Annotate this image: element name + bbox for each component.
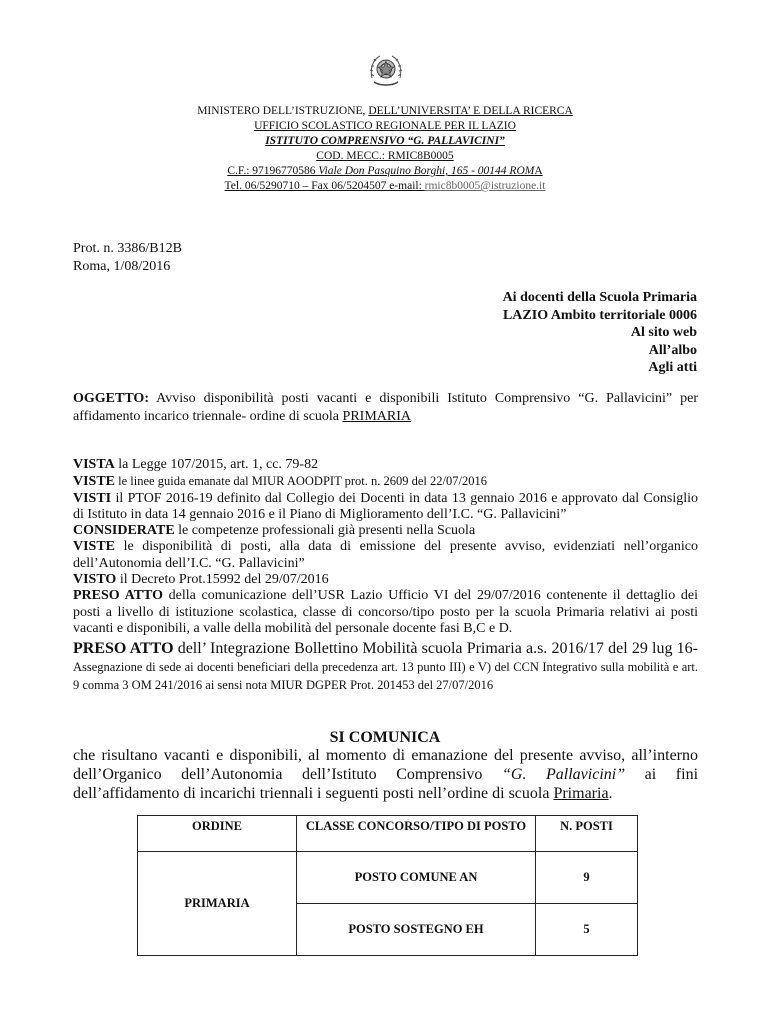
cell-tipo: POSTO COMUNE AN <box>297 852 536 904</box>
premise-viste-linee: VISTE le linee guida emanate dal MIUR AOODPIT prot. n. 2609 del 22/07/2016 <box>73 474 487 490</box>
italian-republic-emblem <box>366 50 406 90</box>
table-row <box>138 852 638 904</box>
premise-visto-decreto: VISTO il Decreto Prot.15992 del 29/07/2016 <box>73 572 329 588</box>
cell-posti: 9 <box>536 852 638 904</box>
premise-considerate: CONSIDERATE le competenze professionali già presenti nella Scuola <box>73 523 476 539</box>
recipient-line: Ai docenti della Scuola Primaria <box>502 290 697 305</box>
cell-ordine: PRIMARIA <box>138 852 297 956</box>
premise-preso-atto-bollettino: PRESO ATTO dell’ Integrazione Bollettino Mobilità scuola Primaria a.s. 2016/17 del 29 lug 16-Assegnazione di sede ai docenti beneficiari della precedenza art. 13 punto III) e V) del CCN Integrativo sulla mobilità e art. 9 comma 3 OM 241/2016 ai sensi nota MIUR DGPER Prot. 201453 del 27/07/2016 <box>73 640 698 692</box>
premise-preso-atto-usr: PRESO ATTO della comunicazione dell’USR Lazio Ufficio VI del 29/07/2016 contenente il dettaglio dei posti a livello di istituzione scolastica, classe di concorso/tipo posto per la scuola Primaria relativi ai posti vacanti e disponibili, a valle della mobilità del personale docente fasi B,C e D. <box>73 588 698 636</box>
recipients-block <box>503 289 697 377</box>
premise-viste-disponibilita: VISTE le disponibilità di posti, alla data di emissione del presente avviso, evidenziati nell’organico dell’Autonomia dell’I.C. “G. Pallavicini” <box>73 539 698 571</box>
premise-visti-ptof: VISTI il PTOF 2016-19 definito dal Collegio dei Docenti in data 13 gennaio 2016 e approvato dal Consiglio di Istituto in data 14 gennaio 2016 e il Piano di Miglioramento dell’I.C. “G. Pallavicini” <box>73 490 698 522</box>
email-link[interactable]: rmic8b0005@istruzione.it <box>424 180 546 192</box>
contacts-line: Tel. 06/5290710 – Fax 06/5204507 e-mail: rmic8b0005@istruzione.it <box>224 180 546 192</box>
subject-ordine: PRIMARIA <box>342 409 411 424</box>
recipient-line: Al sito web <box>630 325 697 340</box>
col-header-posti: N. POSTI <box>536 816 638 852</box>
recipient-line: All’albo <box>648 342 697 358</box>
regional-office-line: UFFICIO SCOLASTICO REGIONALE PER IL LAZIO <box>254 120 516 132</box>
premise-vista: VISTA la Legge 107/2015, art. 1, cc. 79-82 <box>73 457 319 472</box>
premises-block <box>73 457 698 694</box>
table-header-row <box>138 816 638 852</box>
place-date: Roma, 1/08/2016 <box>73 259 171 274</box>
recipient-line: Agli atti <box>648 360 697 375</box>
subject-text: Avviso disponibilità posti vacanti e disponibili Istituto Comprensivo “G. Pallavicini” per affidamento incarico triennale- ordine di scuola <box>73 391 698 424</box>
si-comunica-heading: SI COMUNICA <box>329 729 441 746</box>
comunica-paragraph: che risultano vacanti e disponibili, al momento di emanazione del presente avviso, all’interno dell’Organico dell’Autonomia dell’Istituto Comprensivo “G. Pallavicini” ai fini dell’affidamento di incarichi triennali i seguenti posti nell’ordine di scuola Primaria. <box>73 747 699 802</box>
mecc-code-line: COD. MECC.: RMIC8B0005 <box>316 150 454 162</box>
col-header-ordine: ORDINE <box>138 816 297 852</box>
posts-table <box>137 815 638 956</box>
letterhead <box>0 104 770 194</box>
cell-posti: 5 <box>536 904 638 956</box>
protocol-block <box>73 240 182 276</box>
subject-label: OGGETTO: <box>73 391 149 406</box>
protocol-number: Prot. n. 3386/B12B <box>73 241 182 256</box>
subject-paragraph <box>73 390 698 426</box>
address-line: C.F.: 97196770586 Viale Don Pasquino Borghi, 165 - 00144 ROMA <box>227 165 543 177</box>
school-name-line: ISTITUTO COMPRENSIVO “G. PALLAVICINI” <box>265 135 505 147</box>
col-header-classe: CLASSE CONCORSO/TIPO DI POSTO <box>297 816 536 852</box>
cell-tipo: POSTO SOSTEGNO EH <box>297 904 536 956</box>
ministry-line: MINISTERO DELL’ISTRUZIONE, DELL’UNIVERSITA’ E DELLA RICERCA <box>197 105 573 117</box>
recipient-line: LAZIO Ambito territoriale 0006 <box>502 307 697 323</box>
